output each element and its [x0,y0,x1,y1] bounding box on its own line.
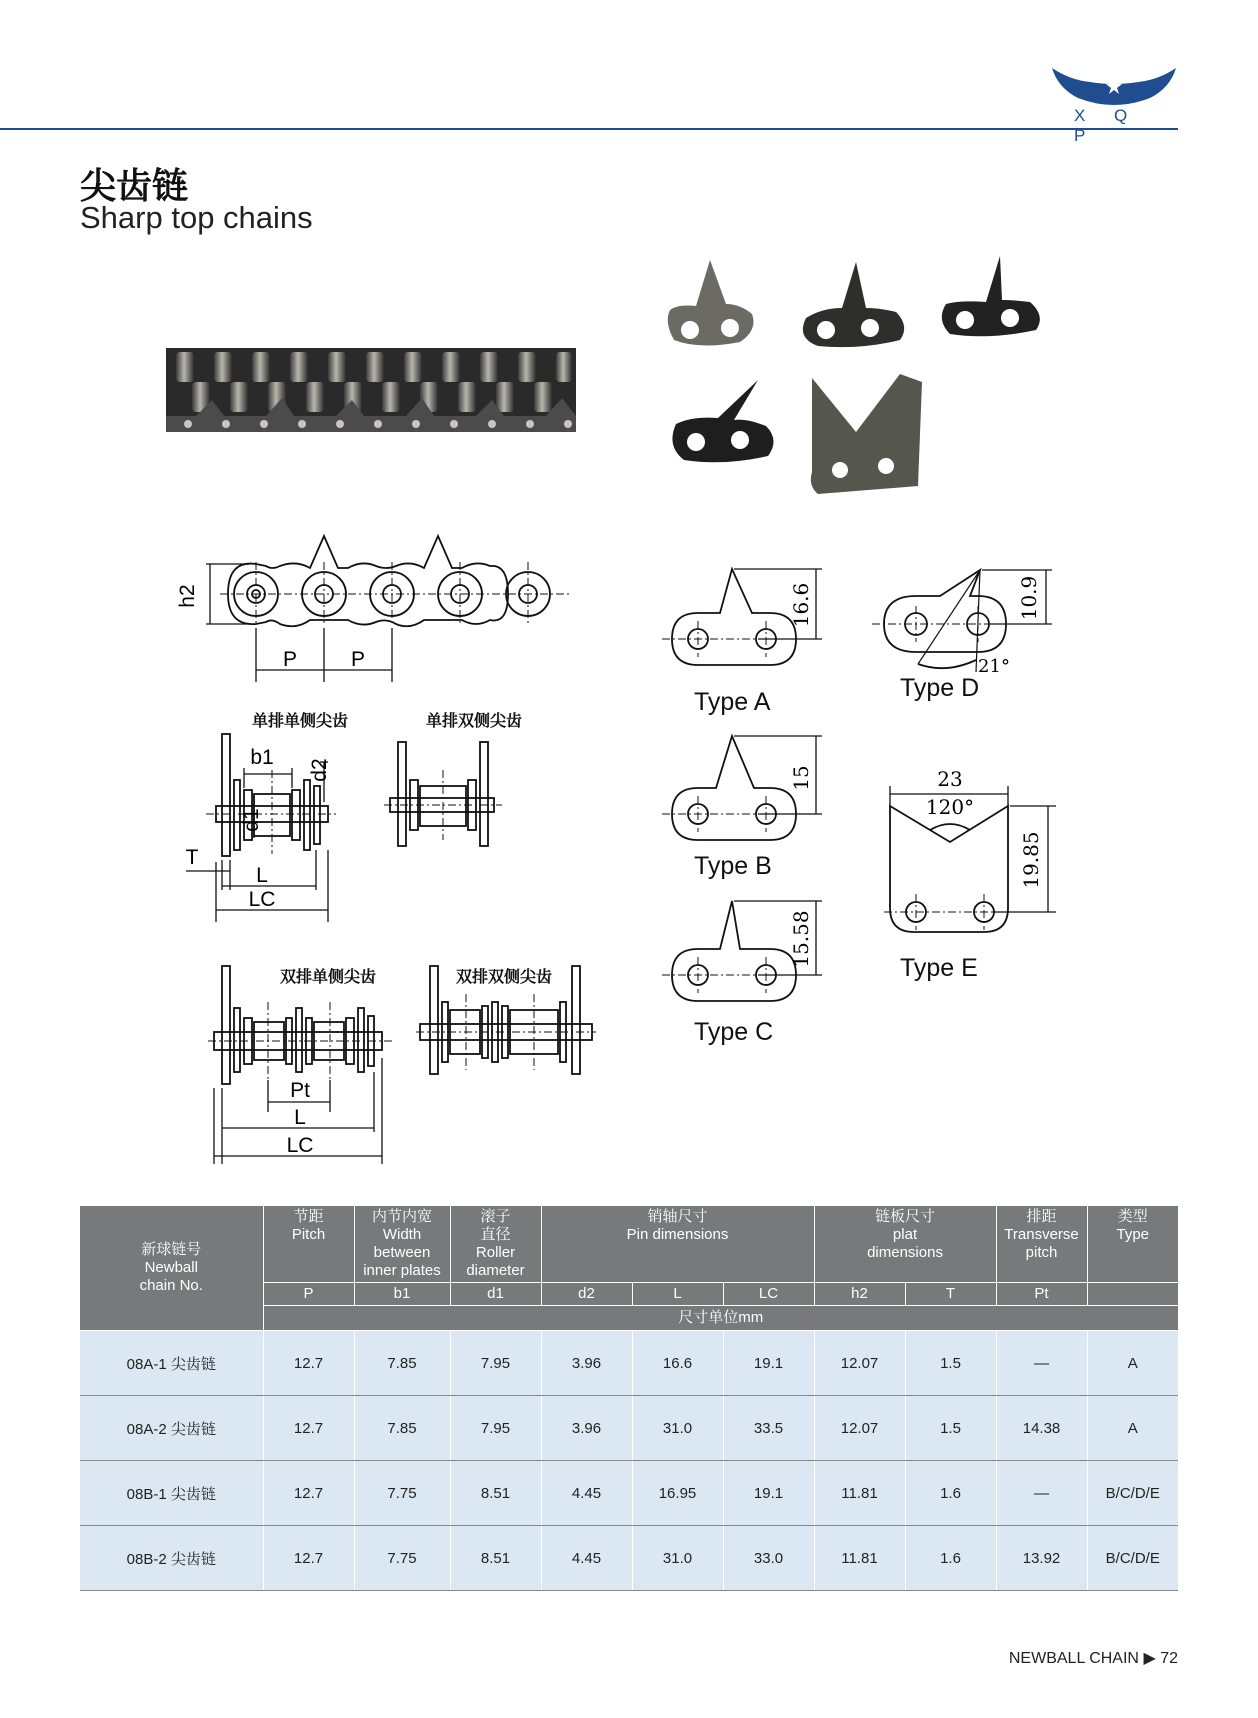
spec-table [80,1206,1178,1591]
dim-d2: d2 [308,758,331,782]
double-row-one-side-drawing [208,962,398,1167]
subheader-p: P [263,1283,354,1306]
page-title-en: Sharp top chains [80,200,313,235]
type-e-angle: 120° [925,795,975,819]
type-c-label: Type C [694,1018,774,1046]
dim-lc: LC [248,888,276,911]
dim-lc-double: LC [286,1134,314,1157]
dim-t: T [185,846,199,869]
label-single-one-side: 单排单侧尖齿 [252,711,349,730]
units-row: 尺寸单位mm [263,1306,1178,1331]
subheader-b1: b1 [354,1283,450,1306]
subheader-h2: h2 [814,1283,905,1306]
type-c-drawing [658,895,838,1025]
type-d-drawing [866,560,1066,680]
plates-photo [660,250,1060,500]
double-row-two-side-drawing [416,962,596,1092]
label-double-one-side: 双排单侧尖齿 [280,967,377,986]
page-number: 72 [1160,1650,1178,1667]
chain-side-drawing [170,520,590,690]
page-title-cn: 尖齿链 [80,166,189,207]
subheader-l: L [632,1283,723,1306]
table-row: 08B-1 尖齿链 12.7 7.75 8.51 4.45 16.95 19.1 11.81 1.6 — B/C/D/E [80,1461,1178,1526]
subheader-d2: d2 [541,1283,632,1306]
header-transverse-pitch: 排距 Transverse pitch [996,1206,1087,1283]
footer [1009,1648,1178,1668]
type-b-drawing [658,730,838,860]
type-e-height: 19.85 [1019,831,1043,889]
type-e-label: Type E [900,954,978,982]
label-double-two-side: 双排双侧尖齿 [456,967,553,986]
subheader-pt: Pt [996,1283,1087,1306]
dim-p2: P [350,648,366,671]
chain-photo [166,340,576,436]
dim-b1: b1 [250,746,274,769]
subheader-type [1087,1283,1178,1306]
type-c-dim: 15.58 [789,910,813,968]
dim-d1: d1 [240,808,263,832]
type-d-angle: 21° [978,656,1010,677]
label-single-two-side: 单排双侧尖齿 [426,711,523,730]
dim-h2: h2 [176,584,199,608]
type-e-width: 23 [937,767,963,791]
subheader-lc: LC [723,1283,814,1306]
subheader-t: T [905,1283,996,1306]
type-d-dim: 10.9 [1017,575,1041,621]
single-row-one-side-drawing [176,730,356,930]
table-row: 08B-2 尖齿链 12.7 7.75 8.51 4.45 31.0 33.0 11.81 1.6 13.92 B/C/D/E [80,1526,1178,1591]
header-plate-dimensions: 链板尺寸 plat dimensions [814,1206,996,1283]
table-row: 08A-2 尖齿链 12.7 7.85 7.95 3.96 31.0 33.5 12.07 1.5 14.38 A [80,1396,1178,1461]
dim-l: L [256,864,268,887]
type-a-drawing [658,565,838,685]
footer-arrow-icon: ▶ [1143,1650,1156,1667]
footer-text: NEWBALL CHAIN [1008,1650,1139,1667]
type-a-dim: 16.6 [789,582,813,628]
header-rule [0,128,1178,130]
single-row-two-side-drawing [384,740,504,870]
dim-pt: Pt [290,1079,310,1102]
type-a-label: Type A [694,688,771,716]
table-row: 08A-1 尖齿链 12.7 7.85 7.95 3.96 16.6 19.1 12.07 1.5 — A [80,1331,1178,1396]
logo-text: X Q P [1074,106,1140,145]
header-pitch: 节距 Pitch [263,1206,354,1283]
header-roller: 滚子 直径 Roller diameter [450,1206,541,1283]
type-e-drawing [870,760,1070,950]
dim-l-double: L [294,1106,306,1129]
type-d-label: Type D [900,674,980,702]
type-b-dim: 15 [789,765,813,791]
subheader-d1: d1 [450,1283,541,1306]
header-type: 类型 Type [1087,1206,1178,1283]
header-chain-no: 新球链号 Newball chain No. [80,1206,263,1331]
header-width: 内节内宽 Width between inner plates [354,1206,450,1283]
type-b-label: Type B [694,852,772,880]
header-pin-dimensions: 销轴尺寸 Pin dimensions [541,1206,814,1283]
dim-p1: P [282,648,298,671]
